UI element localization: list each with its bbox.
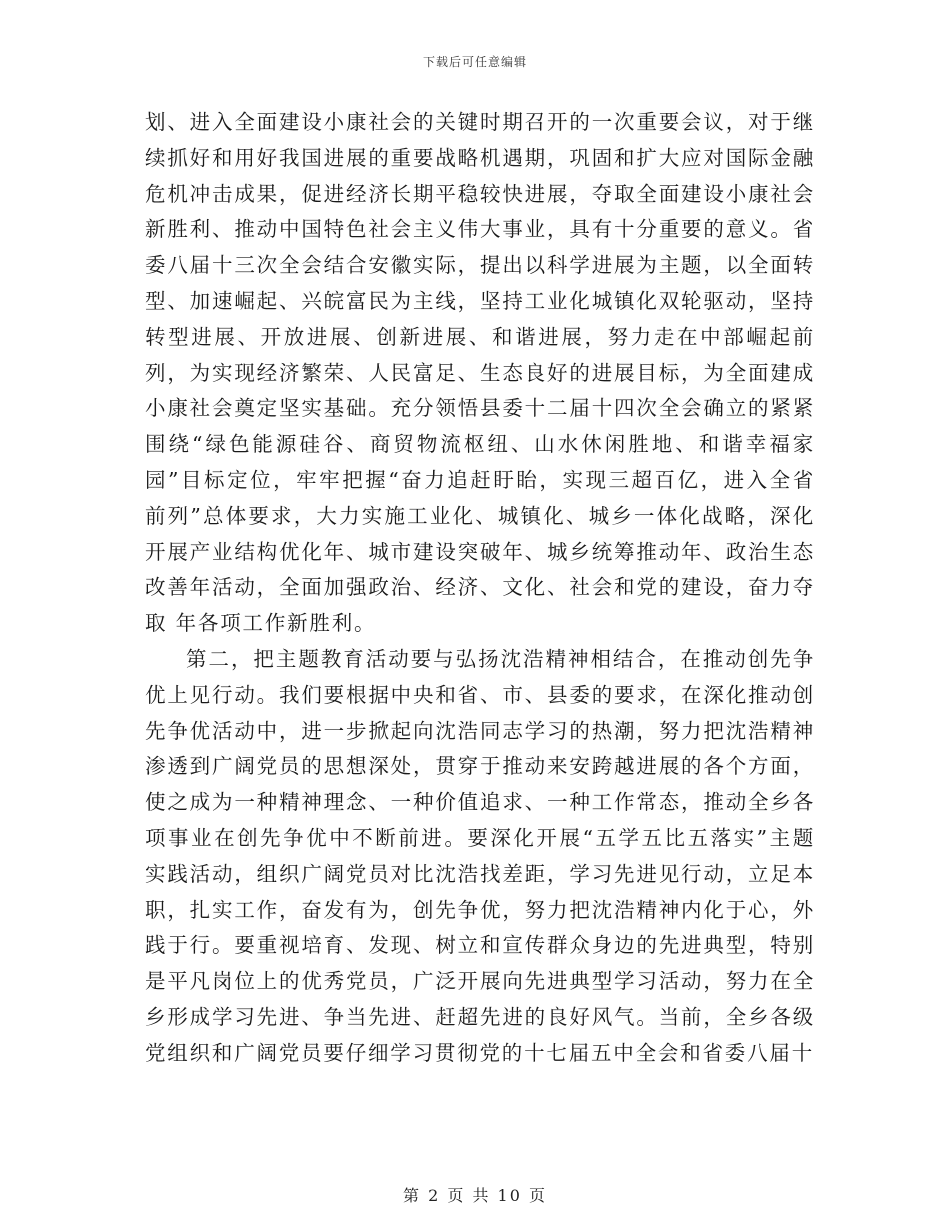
paragraph-1: 划、进入全面建设小康社会的关键时期召开的一次重要会议，对于继续抓好和用好我国进展的重要战略机遇期，巩固和扩大应对国际金融危机冲击成果，促进经济长期平稳较快进展，夺取全面建设小康社会新胜利、推动中国特色社会主义伟大事业，具有十分重要的意义。省委八届十三次全会结合安徽实际，提出以科学进展为主题，以全面转型、加速崛起、兴皖富民为主线，坚持工业化城镇化双轮驱动，坚持转型进展、开放进展、创新进展、和谐进展，努力走在中部崛起前列，为实现经济繁荣、人民富足、生态良好的进展目标，为全面建成小康社会奠定坚实基础。充分领悟县委十二届十四次全会确立的紧紧围绕“绿色能源硅谷、商贸物流枢纽、山水休闲胜地、和谐幸福家园”目标定位，牢牢把握“奋力追赶盱眙，实现三超百亿，进入全省前列”总体要求，大力实施工业化、城镇化、城乡一体化战略，深化开展产业结构优化年、城市建设突破年、城乡统筹推动年、政治生态改善年活动，全面加强政治、经济、文化、社会和党的建设，奋力夺取 年各项工作新胜利。 [145,110,815,636]
document-body [145,105,815,1072]
paragraph-2: 第二，把主题教育活动要与弘扬沈浩精神相结合，在推动创先争优上见行动。我们要根据中央和省、市、县委的要求，在深化推动创先争优活动中，进一步掀起向沈浩同志学习的热潮，努力把沈浩精神渗透到广阔党员的思想深处，贯穿于推动来安跨越进展的各个方面，使之成为一种精神理念、一种价值追求、一种工作常态，推动全乡各项事业在创先争优中不断前进。要深化开展“五学五比五落实”主题实践活动，组织广阔党员对比沈浩找差距，学习先进见行动，立足本职，扎实工作，奋发有为，创先争优，努力把沈浩精神内化于心，外践于行。要重视培育、发现、树立和宣传群众身边的先进典型，特别是平凡岗位上的优秀党员，广泛开展向先进典型学习活动，努力在全乡形成学习先进、争当先进、赶超先进的良好风气。当前，全乡各级党组织和广阔党员要仔细学习贯彻党的十七届五中全会和省委八届十 [145,646,815,1065]
page-number-footer: 第 2 页 共 10 页 [403,1186,547,1205]
page-header: 下载后可任意编辑 [422,55,527,69]
